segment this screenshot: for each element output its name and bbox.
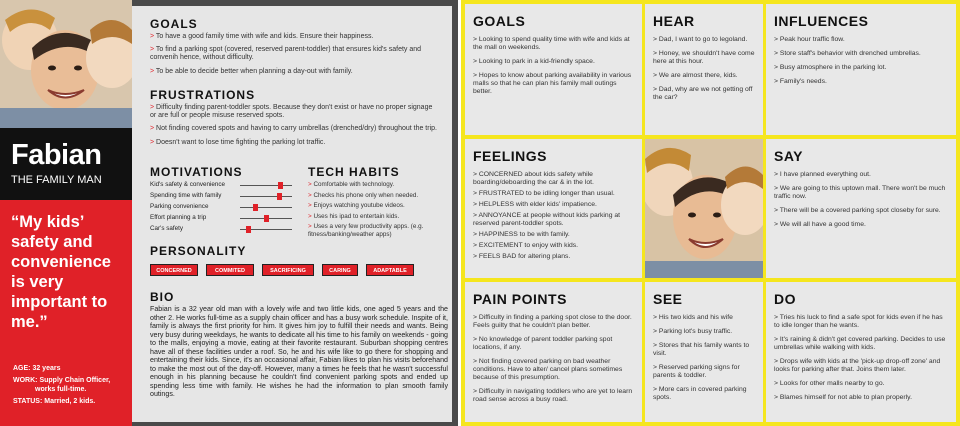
list-item: > His two kids and his wife xyxy=(653,314,757,322)
list-item: > Busy atmosphere in the parking lot. xyxy=(774,64,950,72)
list-item: > EXCITEMENT to enjoy with kids. xyxy=(473,242,636,250)
motivation-slider-knob xyxy=(253,204,258,211)
board-pain-points-list xyxy=(473,314,636,410)
list-item: > We are going to this uptown mall. There won't be much traffic now. xyxy=(774,185,950,201)
list-item: > CONCERNED about kids safety while boarding/deboarding the car & in the lot. xyxy=(473,171,636,187)
board-persona-photo xyxy=(645,139,763,278)
bio-text: Fabian is a 32 year old man with a lovely wife and two little kids, one aged 5 years and the other 2. He works full-time as a supply chain officer and has a busy work schedule. Inspite of it, family is always the first priority for him. It gives him joy to fulfill their needs and wants. Being very busy during weekdays, he wants to dedicate all his time to his family on weekends - going to the malls, enjoying a movie, eating at their favorite restaurant. Suburban shopping centres have all of these facilities under a roof. So, he and his wife like to go there for shopping and entertaining their kids. Since, it's an occasional affair, Fabian likes to plan his visits beforehand to make the most out of the day-off. However, many a times he feels that he wasn't successful enough in his planning because he couldn't find convenient parking spots and ended up spending less time with family. He wishes he had the information to plan smooth family outings. xyxy=(150,305,448,399)
list-item: > Store staff's behavior with drenched umbrellas. xyxy=(774,50,950,58)
motivation-row xyxy=(150,203,290,213)
motivation-slider-knob xyxy=(278,182,283,189)
board-influences-list xyxy=(774,36,950,92)
board-feelings-list xyxy=(473,171,636,264)
list-item: > To be able to decide better when planning a day-out with family. xyxy=(150,68,440,76)
list-item: > ANNOYANCE at people without kids parking at reserved parent-toddler spots. xyxy=(473,212,636,228)
motivation-row xyxy=(150,181,290,191)
list-item: > To have a good family time with wife and kids. Ensure their happiness. xyxy=(150,33,440,41)
motivation-label: Car's safety xyxy=(150,225,184,232)
list-item: > Enjoys watching youtube videos. xyxy=(308,202,450,210)
board-influences xyxy=(766,4,956,135)
board-feelings xyxy=(465,139,642,278)
list-item: > FRUSTRATED to be idling longer than usual. xyxy=(473,190,636,198)
motivation-label: Parking convenience xyxy=(150,203,209,210)
motivation-slider-track xyxy=(240,185,292,186)
persona-name-block xyxy=(0,128,132,200)
list-item: > Stores that his family wants to visit. xyxy=(653,342,757,358)
list-item: > Looks for other malls nearby to go. xyxy=(774,380,950,388)
age-label: AGE: xyxy=(13,365,31,372)
tech-habits-list xyxy=(308,181,450,241)
list-item: > Checks his phone only when needed. xyxy=(308,192,450,200)
list-item: > Family's needs. xyxy=(774,78,950,86)
board-goals-list xyxy=(473,36,636,102)
age-value: 32 years xyxy=(32,365,61,372)
motivation-label: Kid's safety & convenience xyxy=(150,181,226,188)
list-item: > Looking to park in a kid-friendly space. xyxy=(473,58,636,66)
board-hear-list xyxy=(653,36,757,108)
list-item: > HELPLESS with elder kids' impatience. xyxy=(473,201,636,209)
persona-facts xyxy=(13,364,131,409)
list-item: > There will be a covered parking spot closeby for sure. xyxy=(774,207,950,215)
motivations-title: MOTIVATIONS xyxy=(150,165,243,179)
frustrations-title: FRUSTRATIONS xyxy=(150,88,256,102)
board-see xyxy=(645,282,763,422)
tech-habits-title: TECH HABITS xyxy=(308,165,400,179)
list-item: > HAPPINESS to be with family. xyxy=(473,231,636,239)
list-item: > Uses a very few productivity apps. (e.g. fitness/banking/weather apps) xyxy=(308,223,450,238)
board-feelings-title: FEELINGS xyxy=(473,148,548,164)
board-hear xyxy=(645,4,763,135)
list-item: > Comfortable with technology. xyxy=(308,181,450,189)
list-item: > Difficulty finding parent-toddler spots. Because they don't exist or have no proper signage or are full or people misuse reserved spots. xyxy=(150,104,440,120)
work-value: Supply Chain Officer, xyxy=(39,377,111,384)
personality-tag: SACRIFICING xyxy=(262,264,314,276)
list-item: > Blames himself for not able to plan properly. xyxy=(774,394,950,402)
board-do-title: DO xyxy=(774,291,796,307)
motivation-slider-track xyxy=(240,196,292,197)
motivation-slider-track xyxy=(240,207,292,208)
board-goals xyxy=(465,4,642,135)
status-label: STATUS: xyxy=(13,398,43,405)
list-item: > Honey, we shouldn't have come here at this hour. xyxy=(653,50,757,66)
work-label: WORK: xyxy=(13,377,38,384)
board-pain-points xyxy=(465,282,642,422)
empathy-board xyxy=(461,0,960,426)
list-item: > It's raining & didn't get covered parking. Decides to use umbrellas while walking with kids. xyxy=(774,336,950,352)
board-say-title: SAY xyxy=(774,148,804,164)
motivation-slider-knob xyxy=(264,215,269,222)
list-item: > Dad, I want to go to legoland. xyxy=(653,36,757,44)
board-goals-title: GOALS xyxy=(473,13,526,29)
personality-tag: COMMITED xyxy=(206,264,254,276)
persona-sidebar xyxy=(0,0,132,426)
personality-tag: ADAPTABLE xyxy=(366,264,414,276)
list-item: > Drops wife with kids at the 'pick-up drop-off zone' and looks for parking after that. Joins them later. xyxy=(774,358,950,374)
list-item: > Parking lot's busy traffic. xyxy=(653,328,757,336)
list-item: > Peak hour traffic flow. xyxy=(774,36,950,44)
persona-subtitle: THE FAMILY MAN xyxy=(11,174,102,186)
motivation-row xyxy=(150,192,290,202)
list-item: > Dad, why are we not getting off the car? xyxy=(653,86,757,102)
motivation-slider-track xyxy=(240,229,292,230)
motivation-slider-track xyxy=(240,218,292,219)
motivation-slider-knob xyxy=(246,226,251,233)
board-see-list xyxy=(653,314,757,408)
board-influences-title: INFLUENCES xyxy=(774,13,869,29)
list-item: > Reserved parking signs for parents & toddler. xyxy=(653,364,757,380)
board-do xyxy=(766,282,956,422)
board-hear-title: HEAR xyxy=(653,13,695,29)
list-item: > Difficulty in finding a parking spot close to the door. Feels guilty that he couldn't plan better. xyxy=(473,314,636,330)
status-value: Married, 2 kids. xyxy=(44,398,96,405)
list-item: > Doesn't want to lose time fighting the parking lot traffic. xyxy=(150,139,440,147)
frustrations-list xyxy=(150,104,440,152)
list-item: > To find a parking spot (covered, reserved parent-toddler) that ensures kid's safety and convenih hence, without difficulty. xyxy=(150,46,440,62)
list-item: > More cars in covered parking spots. xyxy=(653,386,757,402)
list-item: > I have planned everything out. xyxy=(774,171,950,179)
board-do-list xyxy=(774,314,950,408)
list-item: > Not finding covered spots and having to carry umbrellas (drenched/dry) throughout the trip. xyxy=(150,125,440,133)
motivation-label: Effort planning a trip xyxy=(150,214,207,221)
board-pain-points-title: PAIN POINTS xyxy=(473,291,567,307)
motivation-slider-knob xyxy=(277,193,282,200)
list-item: > No knowledge of parent toddler parking spot locations, if any. xyxy=(473,336,636,352)
persona-name: Fabian xyxy=(11,139,102,171)
board-see-title: SEE xyxy=(653,291,683,307)
personality-tag: CONCERNED xyxy=(150,264,198,276)
motivation-label: Spending time with family xyxy=(150,192,222,199)
list-item: > We are almost there, kids. xyxy=(653,72,757,80)
list-item: > FEELS BAD for altering plans. xyxy=(473,253,636,261)
goals-title: GOALS xyxy=(150,17,198,31)
list-item: > Difficulty in navigating toddlers who are yet to learn road sense across a busy road. xyxy=(473,388,636,404)
persona-quote: “My kids’ safety and convenience is very important to me.” xyxy=(11,213,111,331)
list-item: > Uses his ipad to entertain kids. xyxy=(308,213,450,221)
goals-list xyxy=(150,33,440,81)
list-item: > Looking to spend quality time with wife and kids at the mall on weekends. xyxy=(473,36,636,52)
list-item: > Hopes to know about parking availability in various malls so that he can plan his family mall outings better. xyxy=(473,72,636,96)
list-item: > Tries his luck to find a safe spot for kids even if he has to idle longer than he wants. xyxy=(774,314,950,330)
motivation-row xyxy=(150,225,290,235)
work-value-line2: works full-time. xyxy=(35,386,87,393)
list-item: > Not finding covered parking on bad weather conditions. Have to alter/ cancel plans sometimes because of this presumption. xyxy=(473,358,636,382)
board-say-list xyxy=(774,171,950,235)
motivation-row xyxy=(150,214,290,224)
persona-photo xyxy=(0,0,132,128)
bio-title: BIO xyxy=(150,290,175,304)
board-say xyxy=(766,139,956,278)
personality-title: PERSONALITY xyxy=(150,244,247,258)
personality-tag: CARING xyxy=(322,264,358,276)
persona-sheet xyxy=(0,0,458,426)
list-item: > We will all have a good time. xyxy=(774,221,950,229)
